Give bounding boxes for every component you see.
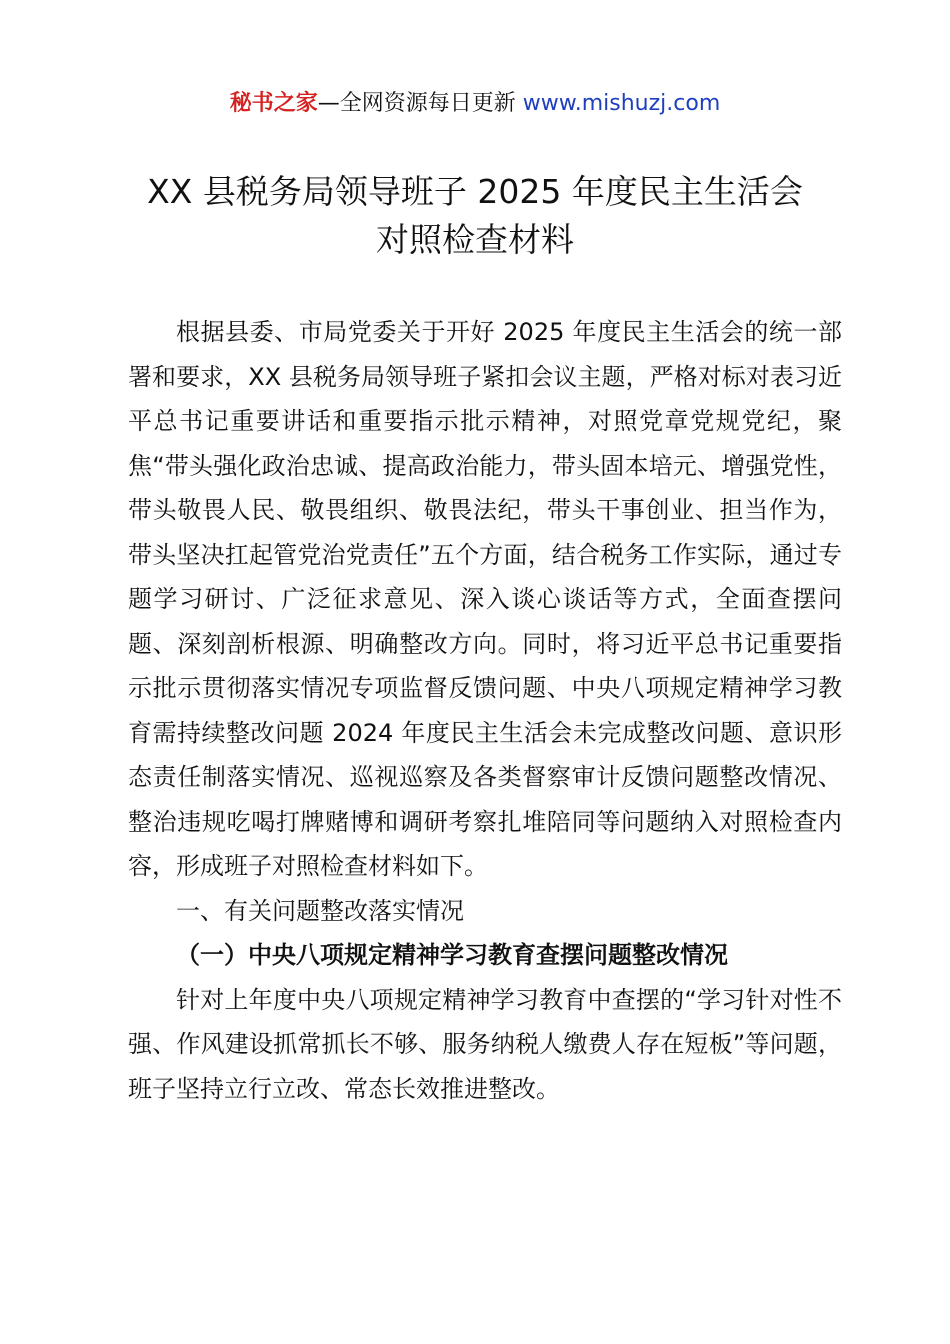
subsection-heading: （一）中央八项规定精神学习教育查摆问题整改情况	[176, 941, 728, 969]
title-line-2: 对照检查材料	[376, 220, 574, 259]
document-title	[0, 168, 950, 264]
section-heading: 一、有关问题整改落实情况	[176, 896, 464, 925]
site-header	[0, 86, 950, 122]
subsection-paragraph: 针对上年度中央八项规定精神学习教育中查摆的“学习针对性不强、作风建设抓常抓长不够、服务纳税人缴费人存在短板”等问题，班子坚持立行立改、常态长效推进整改。	[128, 985, 842, 1103]
intro-paragraph: 根据县委、市局党委关于开好 2025 年度民主生活会的统一部署和要求，XX 县税务局领导班子紧扣会议主题，严格对标对表习近平总书记重要讲话和重要指示批示精神，对照党章党规党纪，聚焦“带头强化政治忠诚、提高政治能力，带头固本培元、增强党性，带头敬畏人民、敬畏组织、敬畏法纪，带头干事创业、担当作为，带头坚决扛起管党治党责任”五个方面，结合税务工作实际，通过专题学习研讨、广泛征求意见、深入谈心谈话等方式，全面查摆问题、深刻剖析根源、明确整改方向。同时，将习近平总书记重要指示批示贯彻落实情况专项监督反馈问题、中央八项规定精神学习教育需持续整改问题 2024 年度民主生活会未完成整改问题、意识形态责任制落实情况、巡视巡察及各类督察审计反馈问题整改情况、整治违规吃喝打牌赌博和调研考察扎堆陪同等问题纳入对照检查内容，形成班子对照检查材料如下。	[128, 318, 842, 880]
site-url-link[interactable]: www.mishuzj.com	[522, 91, 721, 116]
brand-name: 秘书之家	[229, 91, 318, 116]
document-body	[128, 310, 842, 1111]
header-slogan: —全网资源每日更新	[317, 91, 516, 116]
title-line-1: XX 县税务局领导班子 2025 年度民主生活会	[147, 172, 803, 211]
